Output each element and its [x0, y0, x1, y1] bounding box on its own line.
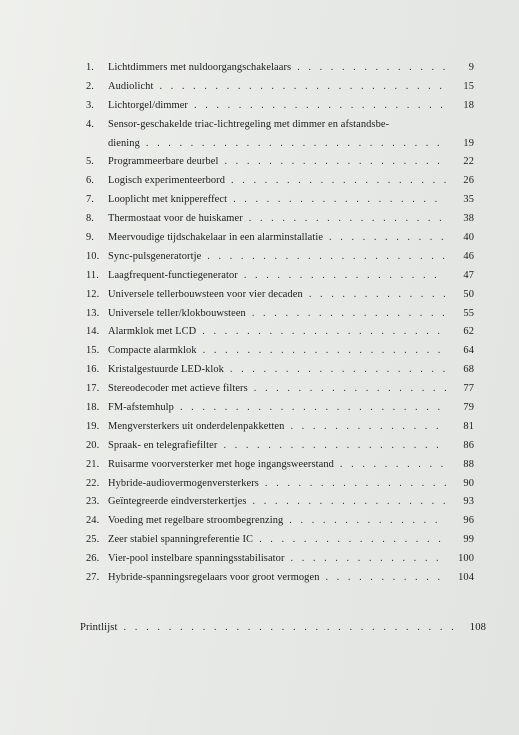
toc-entry — [86, 119, 474, 138]
entry-title: Sensor-geschakelde triac-lichtregeling met dimmer en afstandsbe- — [108, 118, 390, 130]
entry-page: 55 — [463, 307, 474, 319]
dot-leader — [194, 100, 446, 111]
toc-entry — [86, 383, 474, 402]
toc-entry — [86, 515, 474, 534]
entry-title: FM-afstemhulp — [108, 402, 174, 414]
toc-entry — [86, 459, 474, 478]
entry-page: 100 — [458, 553, 474, 565]
dot-leader — [259, 534, 446, 545]
entry-number: 22. — [86, 477, 100, 489]
dot-leader — [233, 194, 446, 205]
toc-entry — [86, 81, 474, 100]
toc-entry — [86, 213, 474, 232]
entry-title: Universele teller/klokbouwsteen — [108, 307, 246, 319]
appendix-title: Printlijst — [80, 622, 118, 633]
dot-leader — [207, 251, 446, 262]
entry-number: 15. — [86, 345, 100, 357]
entry-title: Vier-pool instelbare spanningsstabilisator — [108, 553, 285, 565]
dot-leader — [340, 459, 446, 470]
entry-number: 20. — [86, 439, 100, 451]
entry-number: 26. — [86, 553, 100, 565]
entry-number: 25. — [86, 534, 100, 546]
entry-title: Lichtdimmers met nuldoorgangschakelaars — [108, 62, 292, 73]
dot-leader — [309, 289, 446, 300]
dot-leader — [146, 138, 446, 149]
entry-title: Hybride-spanningsregelaars voor groot vermogen — [108, 572, 320, 584]
toc-entry — [86, 364, 474, 383]
entry-title: Hybride-audiovermogenversterkers — [108, 477, 259, 489]
entry-title: Thermostaat voor de huiskamer — [108, 213, 243, 225]
toc-entry-continuation — [86, 138, 474, 157]
dot-leader — [159, 81, 446, 92]
entry-title: Mengversterkers uit onderdelenpakketten — [108, 420, 285, 432]
toc-entry — [86, 440, 474, 459]
dot-leader — [265, 478, 446, 489]
entry-title: Laagfrequent-functiegenerator — [108, 269, 238, 281]
toc-entry — [86, 496, 474, 515]
entry-page: 15 — [463, 80, 474, 92]
entry-page: 99 — [463, 534, 474, 546]
dot-leader — [180, 402, 446, 413]
entry-page: 93 — [463, 496, 474, 508]
entry-page: 19 — [463, 137, 474, 149]
entry-number: 1. — [86, 62, 94, 73]
entry-page: 38 — [463, 213, 474, 225]
toc-entry — [86, 478, 474, 497]
entry-title: Compacte alarmklok — [108, 345, 197, 357]
toc-entry — [86, 62, 474, 81]
dot-leader — [230, 364, 446, 375]
entry-title: Audiolicht — [108, 80, 154, 92]
entry-title: Looplicht met knippereffect — [108, 194, 228, 206]
toc-entry — [86, 194, 474, 213]
entry-number: 10. — [86, 250, 100, 262]
entry-number: 11. — [86, 269, 99, 281]
entry-title: Programmeerbare deurbel — [108, 156, 219, 168]
dot-leader — [249, 213, 446, 224]
dot-leader — [231, 175, 446, 186]
dot-leader — [253, 496, 447, 507]
entry-number: 7. — [86, 194, 94, 206]
entry-page: 79 — [463, 402, 474, 414]
entry-page: 68 — [463, 364, 474, 376]
toc-entry — [86, 100, 474, 119]
toc-entry — [86, 326, 474, 345]
dot-leader — [329, 232, 446, 243]
entry-number: 6. — [86, 175, 94, 187]
entry-page: 26 — [463, 175, 474, 187]
entry-page: 35 — [463, 194, 474, 206]
entry-page: 77 — [463, 383, 474, 395]
toc-entry — [86, 232, 474, 251]
entry-page: 50 — [463, 288, 474, 300]
toc-entry — [86, 572, 474, 591]
toc-entry — [86, 156, 474, 175]
entry-number: 14. — [86, 326, 100, 338]
dot-leader — [244, 270, 446, 281]
entry-page: 62 — [463, 326, 474, 338]
entry-title: Alarmklok met LCD — [108, 326, 197, 338]
entry-number: 23. — [86, 496, 100, 508]
dot-leader — [297, 62, 446, 73]
entry-number: 8. — [86, 213, 94, 225]
entry-number: 3. — [86, 99, 94, 111]
dot-leader — [325, 572, 446, 583]
entry-title: Logisch experimenteerbord — [108, 175, 226, 187]
entry-number: 19. — [86, 420, 100, 432]
entry-title: Zeer stabiel spanningreferentie IC — [108, 534, 254, 546]
dot-leader — [291, 553, 446, 564]
entry-number: 27. — [86, 572, 100, 584]
entry-title: Stereodecoder met actieve filters — [108, 383, 248, 395]
appendix-entry — [80, 622, 486, 641]
dot-leader — [223, 440, 446, 451]
entry-number: 9. — [86, 232, 94, 244]
entry-page: 9 — [468, 62, 474, 73]
appendix-page: 108 — [469, 622, 486, 633]
entry-title: Ruisarme voorversterker met hoge ingangsweerstand — [108, 458, 334, 470]
entry-title: Kristalgestuurde LED-klok — [108, 364, 224, 376]
entry-page: 90 — [463, 477, 474, 489]
toc-entry — [86, 270, 474, 289]
dot-leader — [252, 308, 446, 319]
toc-entry — [86, 308, 474, 327]
entry-number: 13. — [86, 307, 100, 319]
entry-page: 46 — [463, 250, 474, 262]
entry-title: Spraak- en telegrafiefilter — [108, 439, 218, 451]
toc-entry — [86, 553, 474, 572]
entry-page: 47 — [463, 269, 474, 281]
toc-entry — [86, 175, 474, 194]
toc-entry — [86, 345, 474, 364]
toc-entry — [86, 289, 474, 308]
entry-page: 81 — [463, 420, 474, 432]
entry-title: Voeding met regelbare stroombegrenzing — [108, 515, 284, 527]
entry-number: 5. — [86, 156, 94, 168]
entry-number: 18. — [86, 402, 100, 414]
entry-title: Meervoudige tijdschakelaar in een alarminstallatie — [108, 232, 324, 244]
dot-leader — [254, 383, 446, 394]
dot-leader — [290, 421, 446, 432]
entry-page: 104 — [458, 572, 474, 584]
entry-page: 18 — [463, 99, 474, 111]
entry-number: 24. — [86, 515, 100, 527]
dot-leader — [124, 622, 459, 633]
entry-title-continued: diening — [108, 137, 140, 149]
entry-page: 88 — [463, 458, 474, 470]
table-of-contents — [86, 62, 474, 591]
entry-number: 2. — [86, 80, 94, 92]
toc-entry — [86, 251, 474, 270]
entry-number: 4. — [86, 118, 94, 130]
toc-entry — [86, 534, 474, 553]
toc-entry-appendix — [80, 622, 486, 641]
entry-title: Sync-pulsgeneratortje — [108, 250, 202, 262]
dot-leader — [202, 326, 446, 337]
toc-entry — [86, 421, 474, 440]
entry-number: 12. — [86, 288, 100, 300]
entry-number: 21. — [86, 458, 100, 470]
entry-page: 96 — [463, 515, 474, 527]
entry-number: 17. — [86, 383, 100, 395]
toc-entry — [86, 402, 474, 421]
entry-page: 40 — [463, 232, 474, 244]
dot-leader — [289, 515, 446, 526]
dot-leader — [224, 156, 446, 167]
entry-page: 22 — [463, 156, 474, 168]
dot-leader — [203, 345, 446, 356]
entry-title: Lichtorgel/dimmer — [108, 99, 188, 111]
entry-title: Universele tellerbouwsteen voor vier decaden — [108, 288, 303, 300]
entry-number: 16. — [86, 364, 100, 376]
entry-title: Geïntegreerde eindversterkertjes — [108, 496, 247, 508]
entry-page: 86 — [463, 439, 474, 451]
entry-page: 64 — [463, 345, 474, 357]
